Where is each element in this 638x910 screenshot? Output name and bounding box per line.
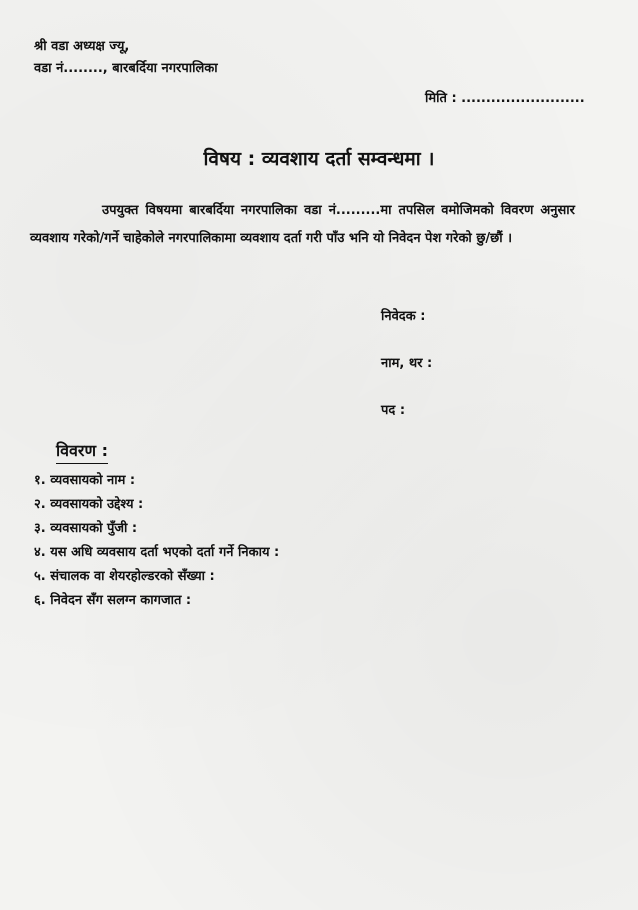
subject-heading: विषय : व्यवशाय दर्ता सम्वन्धमा । bbox=[203, 148, 435, 170]
details-item-attached-documents: ६. निवेदन सँग सलग्न कागजात : bbox=[34, 593, 192, 608]
applicant-label: निवेदक : bbox=[381, 309, 426, 324]
post-label: पद : bbox=[381, 403, 406, 418]
details-item-business-capital: ३. व्यवसायको पुँजी : bbox=[34, 521, 138, 536]
body-paragraph: उपयुक्त विषयमा बारबर्दिया नगरपालिका वडा नं.........मा तपसिल वमोजिमको विवरण अनुसार व्यवशाय गरेको/गर्ने चाहेकोले नगरपालिकामा व्यवशाय दर्ता गरी पाँउ भनि यो निवेदन पेश गरेको छु/छौं । bbox=[30, 203, 575, 246]
details-list bbox=[34, 469, 279, 613]
recipient-ward-line: वडा नं........, बारबर्दिया नगरपालिका bbox=[34, 61, 218, 76]
recipient-line: श्री वडा अध्यक्ष ज्यू, bbox=[34, 39, 130, 54]
details-heading: विवरण : bbox=[56, 439, 108, 464]
date-field: मिति : ......................... bbox=[425, 91, 585, 106]
name-surname-label: नाम, थर : bbox=[381, 356, 433, 371]
details-item-registering-body: ४. यस अधि व्यवसाय दर्ता भएको दर्ता गर्ने निकाय : bbox=[34, 545, 280, 560]
details-item-business-purpose: २. व्यवसायको उद्देश्य : bbox=[34, 497, 144, 512]
details-item-shareholder-count: ५. संचालक वा शेयरहोल्डरको सँख्या : bbox=[34, 569, 215, 584]
details-item-business-name: १. व्यवसायको नाम : bbox=[34, 473, 136, 488]
